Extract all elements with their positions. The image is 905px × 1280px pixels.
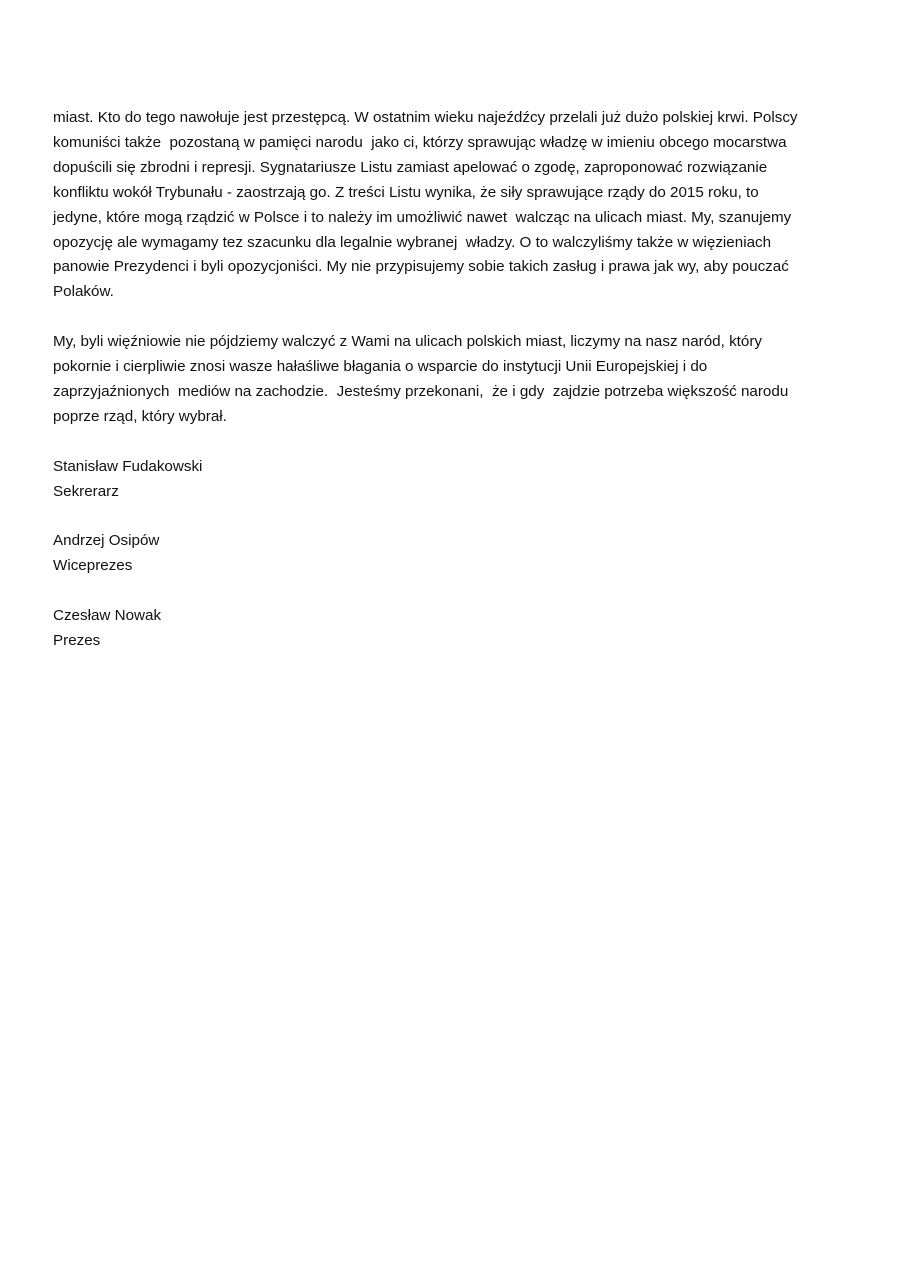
signatory-role: Prezes — [53, 631, 101, 649]
letter-body — [53, 106, 853, 679]
paragraph-line: poprze rząd, który wybrał. — [53, 407, 227, 425]
signatory-name: Andrzej Osipów — [53, 532, 160, 550]
signature-block — [53, 604, 853, 654]
paragraph-line: Polaków. — [53, 283, 114, 301]
paragraph-line: miast. Kto do tego nawołuje jest przestępcą. W ostatnim wieku najeźdźcy przelali już dużo polskiej krwi. Polscy — [53, 109, 798, 126]
paragraph-line: komuniści także pozostaną w pamięci narodu jako ci, którzy sprawując władzę w imieniu obcego mocarstwa — [53, 133, 787, 151]
paragraph-line: pokornie i cierpliwie znosi wasze hałaśliwe błagania o wsparcie do instytucji Unii Europejskiej i do — [53, 358, 708, 376]
paragraph-1 — [53, 106, 853, 305]
paragraph-line: opozycję ale wymagamy tez szacunku dla legalnie wybranej władzy. O to walczyliśmy także w więzieniach — [53, 233, 772, 251]
signatory-name: Czesław Nowak — [53, 607, 162, 625]
paragraph-line: zaprzyjaźnionych mediów na zachodzie. Jesteśmy przekonani, że i gdy zajdzie potrzeba większość narodu — [53, 382, 789, 400]
signatory-role: Wiceprezes — [53, 557, 133, 575]
signature-block — [53, 529, 853, 579]
paragraph-line: panowie Prezydenci i byli opozycjoniści. My nie przypisujemy sobie takich zasług i prawa jak wy, aby pouczać — [53, 258, 789, 276]
paragraph-line: dopuścili się zbrodni i represji. Sygnatariusze Listu zamiast apelować o zgodę, zaproponować rozwiązanie — [53, 158, 768, 176]
signatory-name: Stanisław Fudakowski — [53, 457, 203, 475]
paragraph-line: My, byli więźniowie nie pójdziemy walczyć z Wami na ulicach polskich miast, liczymy na nasz naród, który — [53, 333, 762, 351]
signature-block — [53, 455, 853, 505]
paragraph-line: jedyne, które mogą rządzić w Polsce i to należy im umożliwić nawet walcząc na ulicach miast. My, szanujemy — [53, 208, 792, 226]
signatory-role: Sekrerarz — [53, 482, 119, 500]
paragraph-2 — [53, 330, 853, 430]
paragraph-line: konfliktu wokół Trybunału - zaostrzają go. Z treści Listu wynika, że siły sprawujące rządy do 2015 roku, to — [53, 183, 759, 201]
